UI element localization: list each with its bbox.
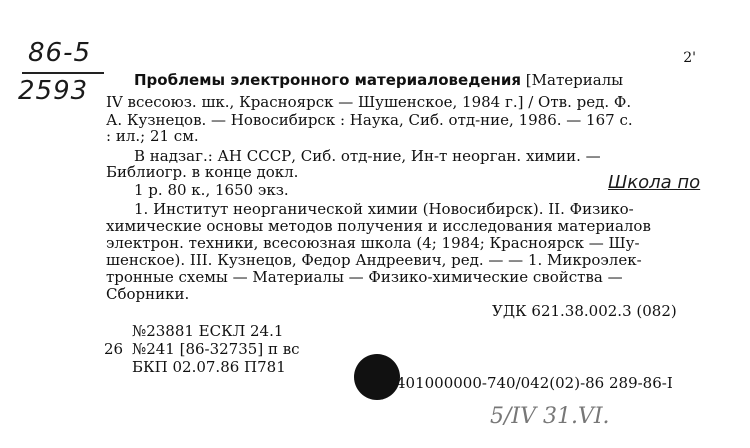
entry-line-8: 1. Институт неорганической химии (Новосибирск). II. Физико- [134,200,634,218]
ink-blot [354,354,400,400]
entry-line-13: Сборники. [106,285,190,303]
entry-line-2: IV всесоюз. шк., Красноярск — Шушенское, 1984 г.] / Отв. ред. Ф. [106,93,632,111]
udk-classification: УДК 621.38.002.3 (082) [492,302,677,320]
entry-title-rest: [Материалы [521,71,624,89]
handwritten-shelf-note: Школа по [608,172,701,193]
handwritten-top-number: 86-5 [28,38,92,68]
registry-line-2: №241 [86-32735] п вс [132,340,300,358]
registry-prefix: 26 [104,340,124,358]
entry-line-7: 1 р. 80 к., 1650 экз. [134,181,289,199]
registry-line-3: БКП 02.07.86 П781 [132,358,286,376]
corner-mark: 2' [683,50,696,66]
entry-line-9: химические основы методов получения и исследования материалов [106,217,651,235]
entry-line-3: А. Кузнецов. — Новосибирск : Наука, Сиб. отд-ние, 1986. — 167 с. [106,111,633,129]
entry-line-1 [134,72,623,89]
handwritten-divider [22,72,104,74]
entry-line-4: : ил.; 21 см. [106,127,199,145]
entry-line-12: тронные схемы — Материалы — Физико-химические свойства — [106,268,623,286]
entry-title: Проблемы электронного материаловедения [134,71,522,89]
entry-line-11: шенское). III. Кузнецов, Федор Андреевич, ред. — — 1. Микроэлек- [106,251,642,269]
entry-line-5: В надзаг.: АН СССР, Сиб. отд-ние, Ин-т неорган. химии. — [134,147,601,165]
handwritten-bottom-number: 2593 [18,76,89,106]
registry-code: 401000000-740/042(02)-86 289-86-I [396,374,673,392]
handwritten-signature: 5/IV 31.VI. [490,404,610,429]
entry-line-10: электрон. техники, всесоюзная школа (4; 1984; Красноярск — Шу- [106,234,640,252]
registry-line-1: №23881 ЕСКЛ 24.1 [132,322,284,340]
entry-line-6: Библиогр. в конце докл. [106,163,299,181]
